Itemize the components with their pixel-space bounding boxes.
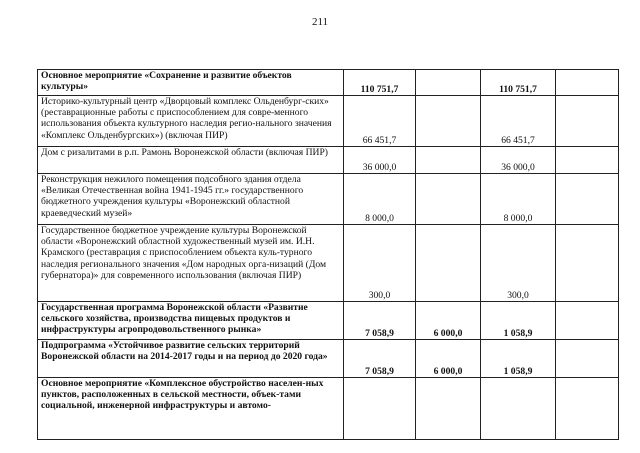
cell-extra xyxy=(556,340,619,378)
cell-federal: 6 000,0 xyxy=(416,302,481,340)
cell-total: 8 000,0 xyxy=(344,174,416,225)
row-name: Подпрограмма «Устойчивое развитие сельских территорий Воронежской области на 2014-2017 годы и на период до 2020 года» xyxy=(38,340,344,378)
cell-extra xyxy=(556,147,619,174)
cell-extra xyxy=(556,96,619,147)
row-name: Историко-культурный центр «Дворцовый комплекс Ольденбург-ских» (реставрационные работы с приспособлением для совре-менного использования объекта культурного наследия регио-нального значения «Комплекс Ольденбургских») (включая ПИР) xyxy=(38,96,344,147)
table-row xyxy=(38,174,619,225)
cell-extra xyxy=(556,302,619,340)
cell-total: 7 058,9 xyxy=(344,302,416,340)
table-row xyxy=(38,225,619,302)
cell-federal xyxy=(416,378,481,440)
table-row xyxy=(38,302,619,340)
cell-regional: 110 751,7 xyxy=(481,70,556,96)
table-row xyxy=(38,96,619,147)
table-row xyxy=(38,340,619,378)
row-name: Государственное бюджетное учреждение культуры Воронежской области «Воронежский областной художественный музей им. И.Н. Крамского (реставрация с приспособлением объекта куль-турного наследия регионального значения «Дом народных орга-низаций (Дом губернатора)» для современного использования (включая ПИР) xyxy=(38,225,344,302)
row-name: Реконструкция нежилого помещения подсобного здания отдела «Великая Отечественная война 1941-1945 гг.» государственного бюджетного учреждения культуры «Воронежский областной краеведческий музей» xyxy=(38,174,344,225)
table-row xyxy=(38,147,619,174)
row-name: Государственная программа Воронежской области «Развитие сельского хозяйства, производства пищевых продуктов и инфраструктуры агропродовольственного рынка» xyxy=(38,302,344,340)
cell-federal xyxy=(416,174,481,225)
table-row xyxy=(38,378,619,440)
cell-federal xyxy=(416,225,481,302)
cell-federal xyxy=(416,70,481,96)
cell-federal xyxy=(416,147,481,174)
cell-regional: 36 000,0 xyxy=(481,147,556,174)
cell-extra xyxy=(556,174,619,225)
cell-extra xyxy=(556,378,619,440)
cell-regional xyxy=(481,378,556,440)
cell-regional: 1 058,9 xyxy=(481,302,556,340)
cell-total: 110 751,7 xyxy=(344,70,416,96)
cell-regional: 66 451,7 xyxy=(481,96,556,147)
cell-total: 66 451,7 xyxy=(344,96,416,147)
cell-extra xyxy=(556,70,619,96)
cell-federal: 6 000,0 xyxy=(416,340,481,378)
cell-regional: 8 000,0 xyxy=(481,174,556,225)
cell-regional: 1 058,9 xyxy=(481,340,556,378)
cell-federal xyxy=(416,96,481,147)
row-name: Основное мероприятие «Комплексное обустройство населен-ных пунктов, расположенных в сельской местности, объек-тами социальной, инженерной инфраструктуры и автомо- xyxy=(38,378,344,440)
budget-table xyxy=(37,69,619,440)
cell-total xyxy=(344,378,416,440)
cell-total: 36 000,0 xyxy=(344,147,416,174)
cell-total: 300,0 xyxy=(344,225,416,302)
cell-total: 7 058,9 xyxy=(344,340,416,378)
page-number: 211 xyxy=(311,16,329,28)
row-name: Дом с ризалитами в р.п. Рамонь Воронежской области (включая ПИР) xyxy=(38,147,344,174)
cell-extra xyxy=(556,225,619,302)
row-name: Основное мероприятие «Сохранение и развитие объектов культуры» xyxy=(38,70,344,96)
cell-regional: 300,0 xyxy=(481,225,556,302)
table-row xyxy=(38,70,619,96)
